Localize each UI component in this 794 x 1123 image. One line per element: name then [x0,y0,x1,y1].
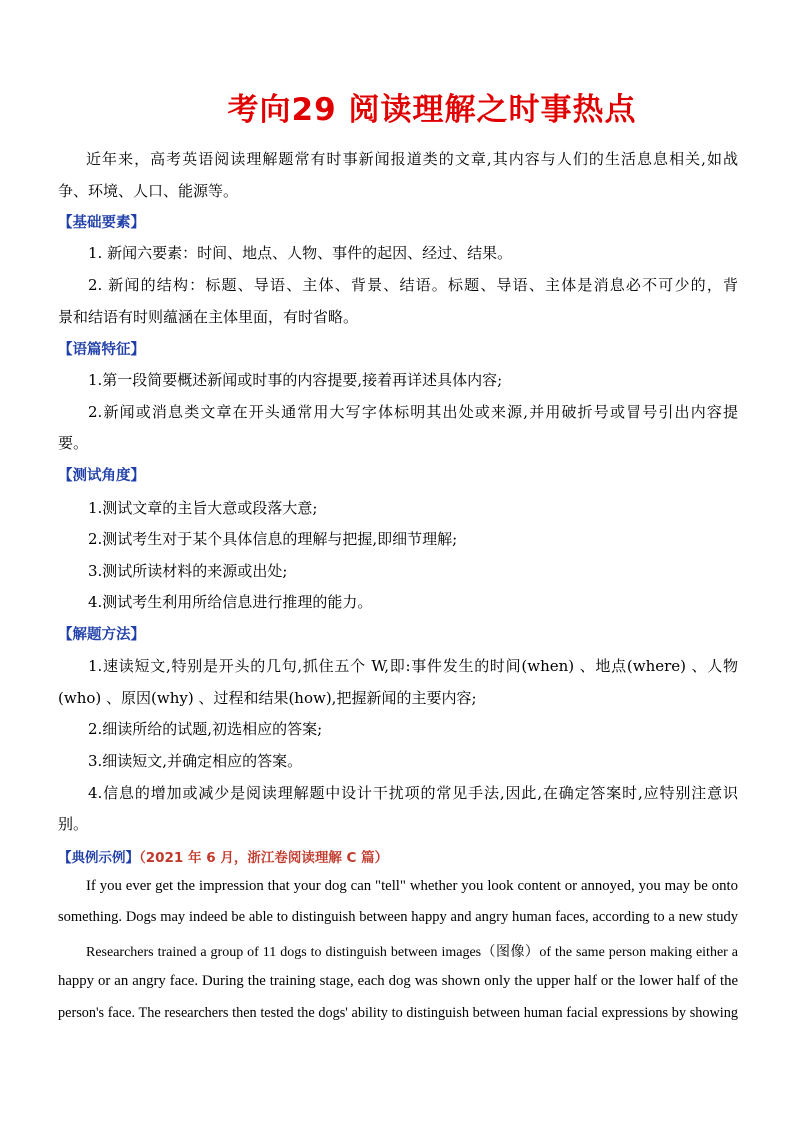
section-heading-angles: 【测试角度】 [58,468,145,484]
methods-item-4-line-1: 4.信息的增加或减少是阅读理解题中设计干扰项的常见手法,因此,在确定答案时,应特别注意识 [88,784,738,802]
example-heading-label: 【典例示例】 [58,850,139,866]
example-source: （2021 年 6 月，浙江卷阅读理解 C 篇） [139,850,389,866]
basics-item-2-line-1: 2. 新闻的结构：标题、导语、主体、背景、结语。标题、导语、主体是消息必不可少的，背 [88,276,738,294]
features-item-1: 1.第一段简要概述新闻或时事的内容提要,接着再详述具体内容; [88,371,503,389]
methods-item-1-line-2: (who) 、原因(why) 、过程和结果(how),把握新闻的主要内容; [58,689,477,707]
basics-item-2-line-2: 景和结语有时则蕴涵在主体里面，有时省略。 [58,308,359,326]
methods-item-2: 2.细读所给的试题,初选相应的答案; [88,720,323,738]
angles-item-2: 2.测试考生对于某个具体信息的理解与把握,即细节理解; [88,530,458,548]
methods-item-4-line-2: 别。 [58,815,89,833]
methods-item-1-line-1: 1.速读短文,特别是开头的几句,抓住五个 W,即:事件发生的时间(when) 、地点(where) 、人物 [88,657,738,675]
example-p2-line-3: person's face. The researchers then tested the dogs' ability to distinguish between human facial expressions by showing [58,1005,738,1021]
angles-item-3: 3.测试所读材料的来源或出处; [88,562,288,580]
features-item-2-line-1: 2.新闻或消息类文章在开头通常用大写字体标明其出处或来源,并用破折号或冒号引出内容提 [88,403,738,421]
example-p1-line-1: If you ever get the impression that your dog can "tell" whether you look content or annoyed, you may be onto [86,878,738,894]
intro-line-1: 近年来，高考英语阅读理解题常有时事新闻报道类的文章,其内容与人们的生活息息相关,如战 [86,150,738,168]
angles-item-1: 1.测试文章的主旨大意或段落大意; [88,499,318,517]
example-p2-line-2: happy or an angry face. During the training stage, each dog was shown only the upper half or the lower half of the [58,973,738,989]
section-heading-methods: 【解题方法】 [58,627,145,643]
example-p2-line-1: Researchers trained a group of 11 dogs to distinguish between images（图像）of the same person making either a [86,945,738,960]
example-p1-line-2: something. Dogs may indeed be able to distinguish between happy and angry human faces, according to a new study [58,909,738,925]
angles-item-4: 4.测试考生利用所给信息进行推理的能力。 [88,593,373,611]
intro-line-2: 争、环境、人口、能源等。 [58,182,239,200]
basics-item-1: 1. 新闻六要素：时间、地点、人物、事件的起因、经过、结果。 [88,244,513,262]
methods-item-3: 3.细读短文,并确定相应的答案。 [88,752,303,770]
section-heading-example [58,846,738,866]
page-title: 考向29 阅读理解之时事热点 [227,92,637,128]
section-heading-features: 【语篇特征】 [58,342,145,358]
section-heading-basics: 【基础要素】 [58,215,145,231]
features-item-2-line-2: 要。 [58,434,89,452]
